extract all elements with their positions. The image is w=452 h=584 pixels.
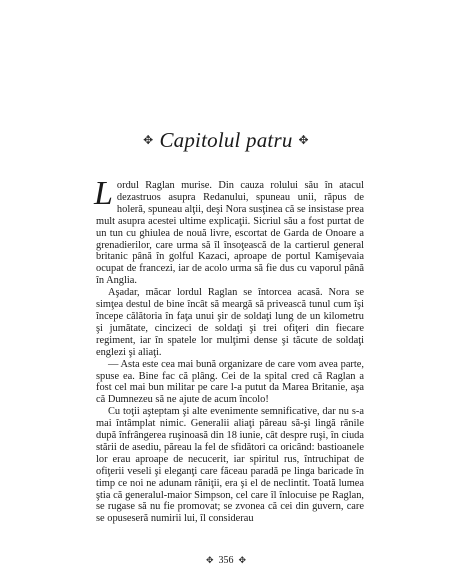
fleuron-icon: ✥ [205,555,214,565]
fleuron-icon: ✥ [238,555,247,565]
page-number: 356 [218,555,234,566]
fleuron-left-icon: ✥ [143,133,154,147]
paragraph-1 [94,175,364,287]
paragraph-3: — Asta este cea mai bună organizare de care vom avea parte, spuse ea. Bine fac că plâng. Cei de la spital cred că Raglan a fost cel mai bun militar pe care l-a putut da Marea Britanie, aşa că Dumnezeu să ne ajute de acum încolo! [96,358,364,406]
chapter-heading [0,128,452,153]
paragraph-4: Cu toţii aşteptam şi alte evenimente semnificative, dar nu s-a mai întâmplat nimic. Generalii aliaţi păreau să-şi lingă rănile după înfrângerea ruşinoasă din 18 iunie, cât despre ruşi, în ciuda stării de asediu, păreau la fel de sfidători ca oricând: bastioanele lor erau aproape de necucerit, iar spiritul rus, întruchipat de ofiţerii veseli şi eleganţi care făceau paradă pe linga baricade în timp ce noi ne adunam răniţii, era şi el de neclintit. Toată lumea ştia că generalul-maior Simpson, cel care îl înlocuise pe Raglan, se rugase să nu fie promovat; se zvonea că cei din guvern, care se opuseseră numirii lui, îl considerau [96,406,364,525]
chapter-title: Capitolul patru [159,128,293,152]
body-text [94,175,364,525]
fleuron-right-icon: ✥ [298,133,309,147]
page-footer [0,555,452,566]
paragraph-1-text: ordul Raglan murise. Din cauza rolului său în atacul dezastruos asupra Redanului, spuneau unii, răpus de holeră, spuneau alţii, deşi Nora susţinea că se insistase prea mult asupra acestei ultime explicaţii. Sicriul său a fost purtat de un tun cu ghiulea de nouă livre, escortat de Garda de Onoare a grenadierilor, care urma să îl însoţească de la cartierul general britanic până în golful Kazaci, aproape de portul Kamişevaia ocupat de francezi, iar de acolo urma să fie dus cu vaporul până în Anglia. [96,180,364,287]
paragraph-2: Aşadar, măcar lordul Raglan se întorcea acasă. Nora se simţea destul de bine încât să meargă să privească tunul cum îşi începe călătoria în faţa unui şir de soldaţi lung de un kilometru şi jumătate, cincizeci de soldaţi şi trei ofiţeri din fiecare regiment, iar în spatele lor mulţimi dense şi tăcute de soldaţi englezi şi aliaţi. [96,287,364,358]
drop-cap: L [94,175,113,212]
